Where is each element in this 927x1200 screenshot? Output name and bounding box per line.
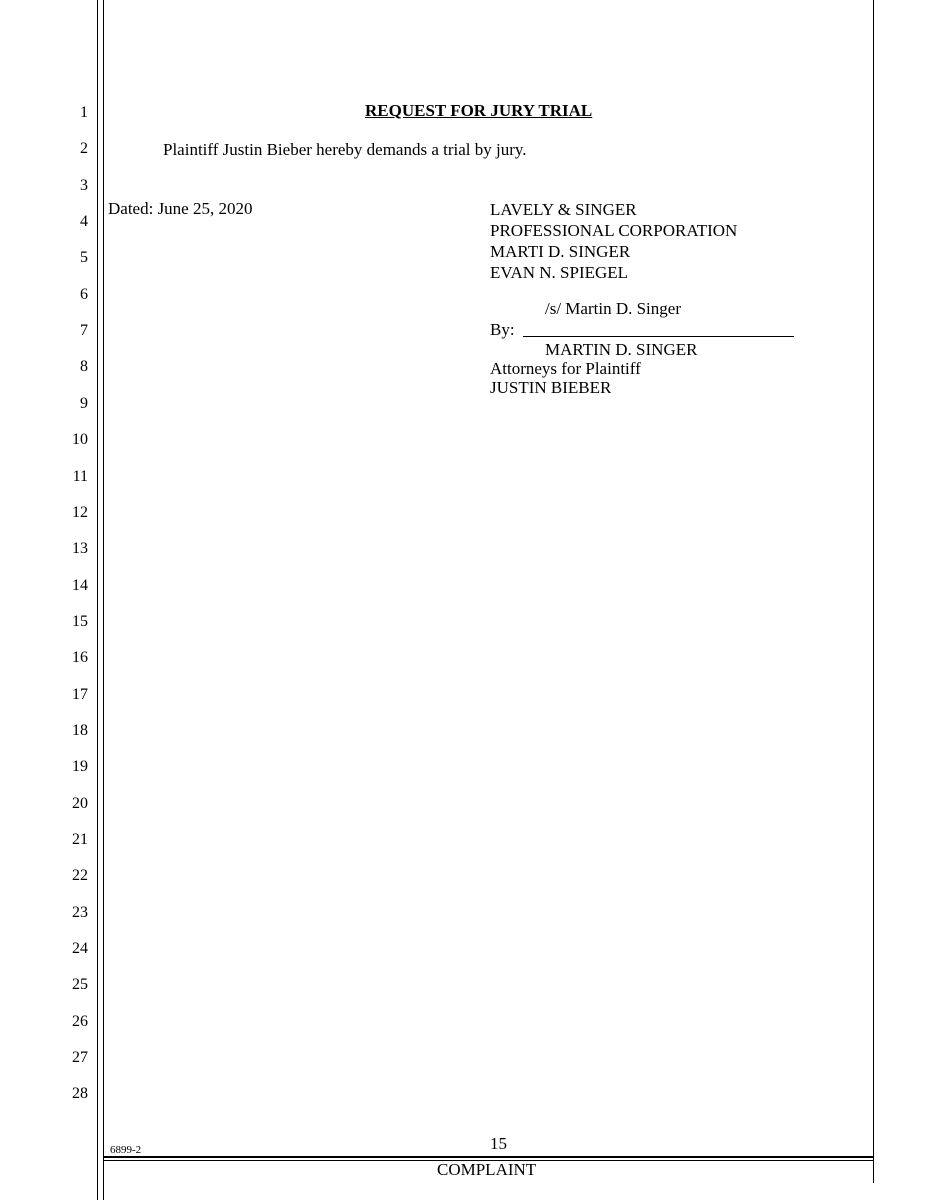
line-number: 12 bbox=[72, 503, 88, 521]
left-margin-rule-outer bbox=[97, 0, 98, 1200]
line-number: 18 bbox=[72, 721, 88, 739]
page-number: 15 bbox=[490, 1134, 507, 1153]
by-label: By: bbox=[490, 320, 515, 339]
date-line: Dated: June 25, 2020 bbox=[108, 199, 253, 218]
line-number: 28 bbox=[72, 1085, 88, 1103]
line-number: 11 bbox=[72, 467, 88, 485]
line-number: 26 bbox=[72, 1012, 88, 1030]
attorney-name: MARTI D. SINGER bbox=[490, 242, 631, 261]
line-number: 27 bbox=[72, 1049, 88, 1067]
line-number: 13 bbox=[72, 540, 88, 558]
line-number: 15 bbox=[72, 612, 88, 630]
electronic-signature: /s/ Martin D. Singer bbox=[545, 299, 681, 318]
line-number: 7 bbox=[80, 322, 88, 340]
line-number: 17 bbox=[72, 685, 88, 703]
document-code: 6899-2 bbox=[110, 1144, 142, 1156]
footer-rule-upper bbox=[104, 1156, 874, 1158]
line-number-column bbox=[0, 0, 90, 1200]
signer-name: MARTIN D. SINGER bbox=[545, 340, 698, 359]
line-number: 9 bbox=[80, 394, 88, 412]
line-number: 21 bbox=[72, 831, 88, 848]
line-number: 24 bbox=[72, 940, 88, 958]
line-number: 2 bbox=[80, 140, 88, 158]
line-number: 10 bbox=[72, 431, 88, 449]
line-number: 4 bbox=[80, 213, 88, 231]
line-number: 16 bbox=[72, 649, 88, 667]
right-margin-rule bbox=[873, 0, 874, 1183]
line-number: 1 bbox=[80, 104, 88, 121]
line-number: 8 bbox=[80, 358, 88, 376]
client-name: JUSTIN BIEBER bbox=[490, 378, 612, 397]
signature-line bbox=[523, 336, 794, 337]
footer-document-title: COMPLAINT bbox=[437, 1160, 537, 1179]
line-number: 6 bbox=[80, 285, 88, 303]
line-number: 22 bbox=[72, 867, 88, 885]
line-number: 20 bbox=[72, 794, 88, 812]
attorney-name: EVAN N. SPIEGEL bbox=[490, 263, 629, 282]
attorney-role: Attorneys for Plaintiff bbox=[490, 359, 641, 378]
jury-demand-text: Plaintiff Justin Bieber hereby demands a trial by jury. bbox=[163, 140, 527, 159]
line-number: 19 bbox=[72, 758, 88, 776]
firm-name: LAVELY & SINGER bbox=[490, 200, 637, 219]
left-margin-rule-inner bbox=[103, 0, 104, 1200]
page-title: REQUEST FOR JURY TRIAL bbox=[365, 101, 593, 120]
line-number: 25 bbox=[72, 976, 88, 994]
line-number: 23 bbox=[72, 903, 88, 921]
line-number: 14 bbox=[72, 576, 88, 594]
line-number: 5 bbox=[80, 249, 88, 267]
line-number: 3 bbox=[80, 176, 88, 194]
firm-type: PROFESSIONAL CORPORATION bbox=[490, 221, 738, 240]
firm-block bbox=[490, 199, 737, 283]
